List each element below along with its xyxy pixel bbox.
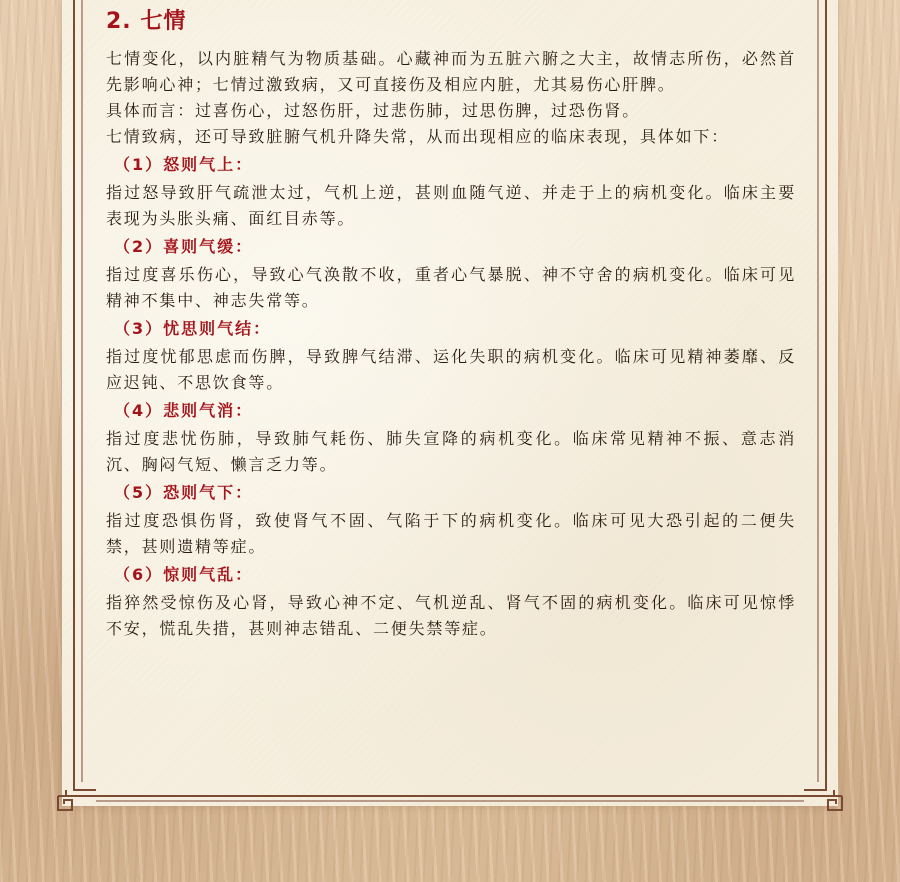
item-heading-anger: （1）怒则气上：	[114, 155, 254, 174]
article-content	[106, 8, 796, 642]
intro-paragraph-3: 七情致病，还可导致脏腑气机升降失常，从而出现相应的临床表现，具体如下：	[106, 127, 730, 146]
item-text-worry: 指过度忧郁思虑而伤脾，导致脾气结滞、运化失职的病机变化。临床可见精神萎靡、反应迟钝、不思饮食等。	[106, 347, 796, 392]
item-text-grief: 指过度悲忧伤肺，导致肺气耗伤、肺失宣降的病机变化。临床常见精神不振、意志消沉、胸闷气短、懒言乏力等。	[106, 429, 796, 474]
item-heading-worry: （3）忧思则气结：	[114, 319, 272, 338]
intro-paragraph-1: 七情变化，以内脏精气为物质基础。心藏神而为五脏六腑之大主，故情志所伤，必然首先影响心神；七情过激致病，又可直接伤及相应内脏，尤其易伤心肝脾。	[106, 49, 796, 94]
item-heading-fright: （6）惊则气乱：	[114, 565, 254, 584]
item-text-fright: 指猝然受惊伤及心肾，导致心神不定、气机逆乱、肾气不固的病机变化。临床可见惊悸不安，慌乱失措，甚则神志错乱、二便失禁等症。	[106, 593, 796, 638]
item-heading-joy: （2）喜则气缓：	[114, 237, 254, 256]
section-title: 2. 七情	[106, 9, 187, 34]
item-text-joy: 指过度喜乐伤心，导致心气涣散不收，重者心气暴脱、神不守舍的病机变化。临床可见精神不集中、神志失常等。	[106, 265, 796, 310]
item-text-fear: 指过度恐惧伤肾，致使肾气不固、气陷于下的病机变化。临床可见大恐引起的二便失禁，甚则遗精等症。	[106, 511, 796, 556]
intro-paragraph-2: 具体而言：过喜伤心，过怒伤肝，过悲伤肺，过思伤脾，过恐伤肾。	[106, 101, 641, 120]
item-heading-fear: （5）恐则气下：	[114, 483, 254, 502]
item-text-anger: 指过怒导致肝气疏泄太过，气机上逆，甚则血随气逆、并走于上的病机变化。临床主要表现为头胀头痛、面红目赤等。	[106, 183, 796, 228]
item-heading-grief: （4）悲则气消：	[114, 401, 254, 420]
